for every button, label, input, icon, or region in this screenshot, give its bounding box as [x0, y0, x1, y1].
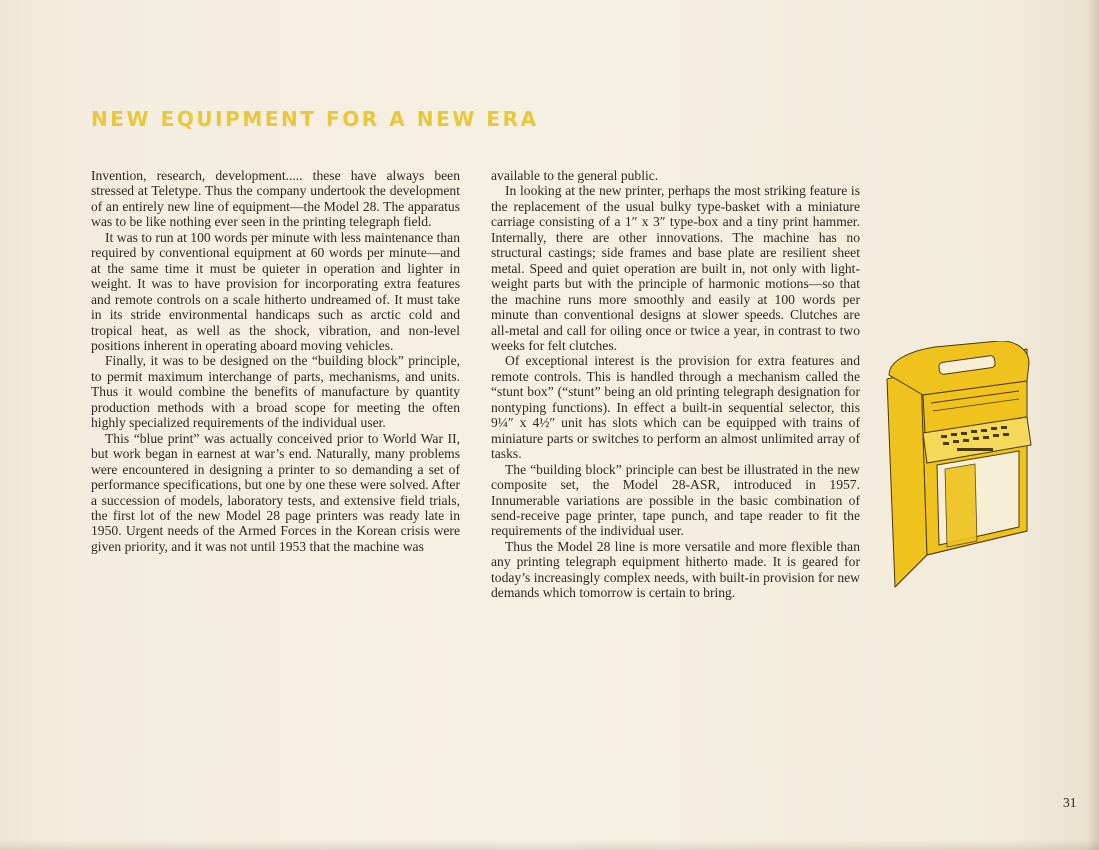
- paragraph: available to the general public.: [491, 168, 659, 183]
- paragraph: Invention, research, development..... these have always been stressed at Teletype. Thus the company undertook the development of an entirely new line of equipment—the Model 28. The apparatus was to be like nothing ever seen in the printing telegraph field.: [91, 168, 460, 230]
- paragraph: It was to run at 100 words per minute with less maintenance than required by conventional equipment at 60 words per minute—and at the same time it must be quieter in operation and lighter in weight. It was to have provision for incorporating extra features and remote controls on a scale hitherto undreamed of. It must take in its stride environmental handicaps such as arctic cold and tropical heat, as well as the shock, vibration, and non-level positions inherent in operating aboard moving vehicles.: [91, 229, 460, 353]
- paragraph: In looking at the new printer, perhaps the most striking feature is the replacement of the usual bulky type-basket with a miniature carriage consisting of a 1″ x 3″ type-box and a tiny print hammer. Internally, there are other innovations. The machine has no structural castings; side frames and base plate are resilient sheet metal. Speed and quiet operation are built in, not only with light-weight parts but with the principle of harmonic motions—so that the machine runs more smoothly and easily at 100 words per minute than conventional designs at slower speeds. Clutches are all-metal and call for oiling once or twice a year, in contrast to two weeks for felt clutches.: [491, 183, 860, 353]
- paragraph: Of exceptional interest is the provision for extra features and remote controls. This is handled through a mechanism called the “stunt box” (“stunt” being an old printing telegraph designation for nontyping functions). In effect a built-in sequential selector, this 9¼″ x 4½″ unit has slots which can be equipped with trains of miniature parts or switches to perform an almost unlimited array of tasks.: [491, 353, 860, 462]
- paragraph: Finally, it was to be designed on the “building block” principle, to permit maximum interchange of parts, mechanisms, and units. Thus it would combine the benefits of manufacture by quantity production methods with a broad scope for meeting the often highly specialized requirements of the individual user.: [91, 353, 460, 431]
- teletype-model-28-asr-icon: [879, 341, 1035, 589]
- page-edge-shadow: [1087, 0, 1099, 850]
- page-heading: NEW EQUIPMENT FOR A NEW ERA: [91, 107, 539, 131]
- right-text-column: [491, 168, 860, 601]
- paragraph: This “blue print” was actually conceived prior to World War II, but work began in earnest at war’s end. Naturally, many problems were encountered in designing a printer to so demanding a set of performance specifications, but one by one these were solved. After a succession of models, laboratory tests, and extensive field trials, the first lot of the new Model 28 page printers was ready late in 1950. Urgent needs of the Armed Forces in the Korean crisis were given priority, and it was not until 1953 that the machine was: [91, 430, 460, 554]
- paragraph: The “building block” principle can best be illustrated in the new composite set, the Model 28-ASR, introduced in 1957. Innumerable variations are possible in the basic combination of send-receive page printer, tape punch, and tape reader to fit the requirements of the individual user.: [491, 461, 860, 539]
- paragraph: Thus the Model 28 line is more versatile and more flexible than any printing telegraph equipment hitherto made. It is geared for today’s increasingly complex needs, with built-in provision for new demands which tomorrow is certain to bring.: [491, 538, 860, 601]
- left-text-column: [91, 168, 460, 554]
- page-number: 31: [1063, 795, 1077, 810]
- page-bottom-shadow: [0, 840, 1099, 850]
